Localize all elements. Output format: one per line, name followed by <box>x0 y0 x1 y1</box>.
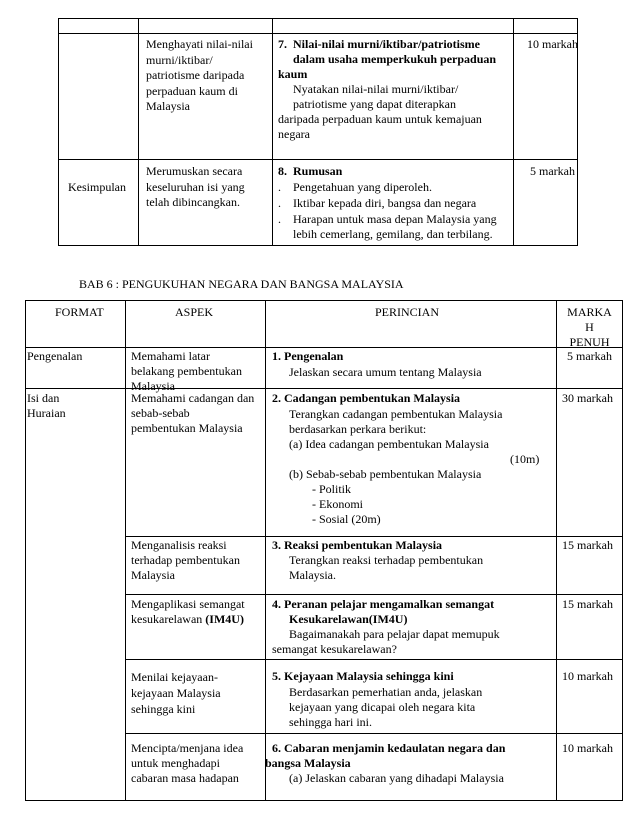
markah-6: 10 markah <box>562 741 613 755</box>
aspek-line: sehingga kini <box>131 702 196 716</box>
aspek-line: sebab-sebab <box>131 406 190 420</box>
aspek-line: Mengaplikasi semangat <box>131 597 245 611</box>
aspek-8 <box>146 164 245 211</box>
bullet-text: lebih cemerlang, gemilang, dan terbilang. <box>293 227 493 241</box>
section-title: BAB 6 : PENGUKUHAN NEGARA DAN BANGSA MALAYSIA <box>79 277 404 291</box>
heading-8-num: 8. <box>278 164 287 178</box>
detail-5-line3: sehingga hari ini. <box>289 715 372 729</box>
header-aspek: ASPEK <box>175 305 214 319</box>
sub-item: - Ekonomi <box>312 497 363 511</box>
detail-5-line1: Berdasarkan pemerhatian anda, jelaskan <box>289 685 483 699</box>
aspek-line <box>131 612 245 627</box>
header-markah-line: MARKA <box>567 305 612 319</box>
bullet-text: Iktibar kepada diri, bangsa dan negara <box>293 196 477 210</box>
heading-7-line3: kaum <box>278 67 308 81</box>
aspek-line: untuk menghadapi <box>131 756 220 770</box>
markah-4: 15 markah <box>562 597 613 611</box>
aspek-line: Malaysia <box>131 379 175 393</box>
heading-4: 4. Peranan pelajar mengamalkan semangat <box>272 597 495 611</box>
bullet-mark: . <box>278 180 281 194</box>
heading-3: 3. Reaksi pembentukan Malaysia <box>272 538 443 552</box>
format-isi-huraian <box>27 391 66 421</box>
aspek-line: Menganalisis reaksi <box>131 538 227 552</box>
detail-2-line-b: (b) Sebab-sebab pembentukan Malaysia <box>289 467 482 481</box>
detail-7-line3: daripada perpaduan kaum untuk kemajuan <box>278 112 482 126</box>
aspek-line: perpaduan kaum di <box>146 83 238 98</box>
markah-2: 30 markah <box>562 391 613 405</box>
format-line: Huraian <box>27 406 66 420</box>
aspek-line: Merumuskan secara <box>146 164 243 178</box>
bullet-mark: . <box>278 212 281 226</box>
aspek-line: Malaysia <box>131 568 175 582</box>
markah-3: 15 markah <box>562 538 613 552</box>
aspek-line: Menghayati nilai-nilai <box>146 37 253 51</box>
aspek-4 <box>131 597 245 627</box>
format-kesimpulan: Kesimpulan <box>68 180 126 194</box>
header-markah-line: PENUH <box>569 335 610 349</box>
detail-7-line4: negara <box>278 127 310 141</box>
aspek-line: kejayaan Malaysia <box>131 686 221 700</box>
detail-5-line2: kejayaan yang dicapai oleh negara kita <box>289 700 476 714</box>
aspek-line: Menilai kejayaan- <box>131 670 218 684</box>
aspek-line: keseluruhan isi yang <box>146 179 245 194</box>
detail-4-line2: semangat kesukarelawan? <box>272 642 397 656</box>
header-markah-line: H <box>585 320 594 334</box>
header-markah <box>557 305 622 350</box>
bullet-mark: . <box>278 196 281 210</box>
aspek-text: kesukarelawan <box>131 612 206 626</box>
aspek-2 <box>131 391 254 436</box>
mark-a: (10m) <box>510 452 540 466</box>
markah-8: 5 markah <box>530 164 575 178</box>
aspek-line: Memahami cadangan dan <box>131 391 255 405</box>
aspek-line: pembentukan Malaysia <box>131 421 243 435</box>
detail-1: Jelaskan secara umum tentang Malaysia <box>289 365 482 379</box>
detail-6-line1: (a) Jelaskan cabaran yang dihadapi Malaysia <box>289 771 504 785</box>
format-line: Isi dan <box>27 391 60 405</box>
aspek-7 <box>146 37 253 115</box>
sub-item: - Politik <box>312 482 352 496</box>
heading-6: 6. Cabaran menjamin kedaulatan negara dan <box>272 741 506 755</box>
aspek-6 <box>131 741 243 786</box>
markah-7: 10 markah <box>527 37 578 51</box>
aspek-line: patriotisme daripada <box>146 68 245 82</box>
detail-3-line2: Malaysia. <box>289 568 336 582</box>
detail-4-line1: Bagaimanakah para pelajar dapat memupuk <box>289 627 500 641</box>
detail-7-line2: patriotisme yang dapat diterapkan <box>293 97 456 111</box>
aspek-line: murni/iktibar/ <box>146 52 213 67</box>
aspek-line: Mencipta/menjana idea <box>131 741 244 755</box>
aspek-bold: (IM4U) <box>205 612 244 626</box>
detail-3-line1: Terangkan reaksi terhadap pembentukan <box>289 553 484 567</box>
heading-8-title: Rumusan <box>293 164 343 178</box>
markah-1: 5 markah <box>567 349 612 363</box>
aspek-3 <box>131 538 240 583</box>
heading-5: 5. Kejayaan Malaysia sehingga kini <box>272 669 454 683</box>
aspek-line: Malaysia <box>146 99 190 113</box>
bullet-text: Pengetahuan yang diperoleh. <box>293 180 432 194</box>
detail-2-line2: berdasarkan perkara berikut: <box>289 422 427 436</box>
aspek-5 <box>131 669 221 717</box>
detail-2-line3: (a) Idea cadangan pembentukan Malaysia <box>289 437 489 451</box>
header-perincian: PERINCIAN <box>375 305 440 319</box>
detail-7-line1: Nyatakan nilai-nilai murni/iktibar/ <box>293 82 459 96</box>
aspek-line: belakang pembentukan <box>131 364 242 378</box>
aspek-line: terhadap pembentukan <box>131 553 240 567</box>
bullet-text: Harapan untuk masa depan Malaysia yang <box>293 212 497 226</box>
heading-2: 2. Cadangan pembentukan Malaysia <box>272 391 461 405</box>
header-format: FORMAT <box>55 305 104 319</box>
sub-item: - Sosial (20m) <box>312 512 381 526</box>
heading-1: 1. Pengenalan <box>272 349 344 363</box>
aspek-line: cabaran masa hadapan <box>131 771 239 785</box>
heading-7-num: 7. <box>278 37 287 51</box>
heading-7-line2: dalam usaha memperkukuh perpaduan <box>293 52 497 66</box>
aspek-line: Memahami latar <box>131 349 210 363</box>
detail-2-line1: Terangkan cadangan pembentukan Malaysia <box>289 407 503 421</box>
heading-7-line1: Nilai-nilai murni/iktibar/patriotisme <box>293 37 481 51</box>
heading-6-line2: bangsa Malaysia <box>265 756 351 770</box>
aspek-1 <box>131 349 242 394</box>
heading-4-line2: Kesukarelawan(IM4U) <box>289 612 408 626</box>
format-pengenalan: Pengenalan <box>27 349 83 363</box>
markah-5: 10 markah <box>562 669 613 683</box>
aspek-line: telah dibincangkan. <box>146 195 240 209</box>
